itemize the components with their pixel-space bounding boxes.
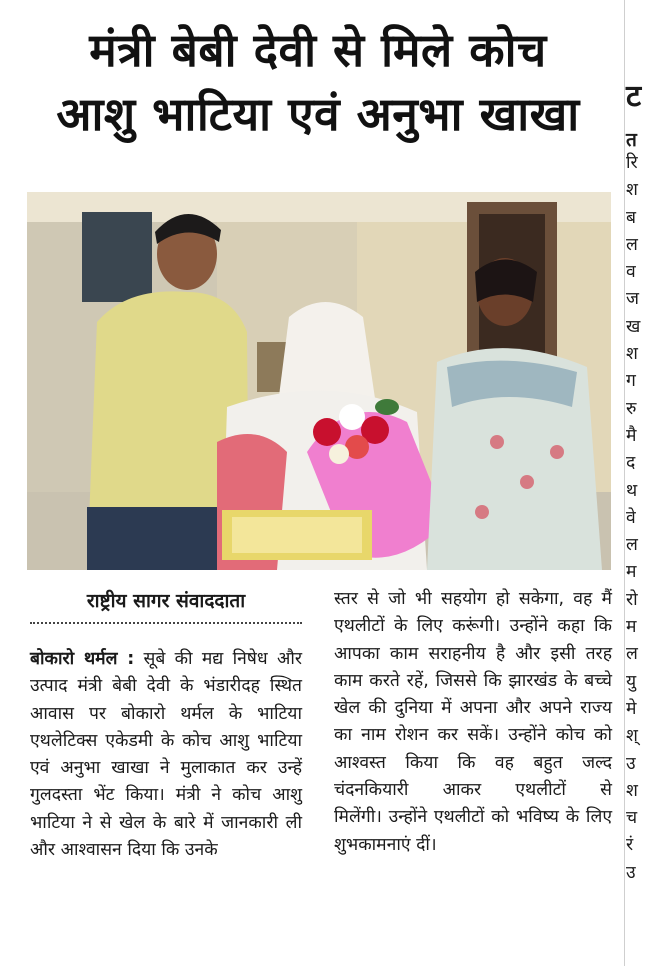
adjacent-line-fragment: ब xyxy=(626,207,636,228)
adjacent-line-fragment: रो xyxy=(626,589,638,610)
adjacent-line-fragment: रं xyxy=(626,835,634,856)
adjacent-line-fragment: ख xyxy=(626,316,641,337)
adjacent-line-fragment: मै xyxy=(626,425,637,446)
article-body-left xyxy=(30,646,302,864)
column-divider xyxy=(624,0,625,966)
adjacent-line-fragment: श xyxy=(626,344,638,365)
adjacent-line-fragment: श xyxy=(626,780,638,801)
headline-line-1: मंत्री बेबी देवी से मिले कोच xyxy=(89,23,547,77)
dateline: बोकारो थर्मल : xyxy=(30,649,135,669)
adjacent-text-fragments xyxy=(626,150,640,887)
byline: राष्ट्रीय सागर संवाददाता xyxy=(30,586,302,624)
right-body-text: स्तर से जो भी सहयोग हो सकेगा, वह मैं एथलीटों के लिए करूंगी। उन्होंने कहा कि आपका काम सराहनीय है और इसी तरह काम करते रहें, जिससे कि झारखंड के बच्चे खेल की दुनिया में अपना और अपने राज्य का नाम रोशन कर सकें। उन्होंने कोच को आश्वस्त किया कि वह बहुत जल्द चंदनकियारी आकर एथलीटों से xyxy=(334,589,612,801)
adjacent-line-fragment: म xyxy=(626,562,637,583)
adjacent-dateline-fragment: त xyxy=(626,129,637,151)
adjacent-line-fragment: म xyxy=(626,617,637,638)
adjacent-line-fragment: उ xyxy=(626,753,636,774)
adjacent-line-fragment: श xyxy=(626,180,638,201)
adjacent-line-fragment: मे xyxy=(626,698,637,719)
right-body-end: मिलेंगी। उन्होंने एथलीटों को भविष्य के लिए शुभकामनाएं दीं। xyxy=(334,807,612,855)
adjacent-line-fragment: ल xyxy=(626,644,638,665)
adjacent-line-fragment: ल xyxy=(626,234,638,255)
adjacent-line-fragment: थ xyxy=(626,480,638,501)
headline xyxy=(18,18,618,146)
adjacent-line-fragment: ज xyxy=(626,289,639,310)
adjacent-line-fragment: रि xyxy=(626,153,638,173)
article-body-right xyxy=(334,586,612,859)
adjacent-headline-fragment: ट xyxy=(626,79,642,114)
adjacent-line-fragment: च xyxy=(626,808,638,829)
adjacent-line-fragment: रु xyxy=(626,398,637,419)
adjacent-article-column xyxy=(624,0,652,966)
adjacent-line-fragment: उ xyxy=(626,862,636,883)
headline-line-2: आशु भाटिया एवं अनुभा खाखा xyxy=(56,87,580,141)
article-paragraph xyxy=(30,646,302,864)
adjacent-line-fragment: द xyxy=(626,453,636,474)
adjacent-line-fragment: यु xyxy=(626,671,637,692)
news-photo xyxy=(27,192,611,570)
adjacent-line-fragment: ग xyxy=(626,371,636,392)
left-body-text: सूबे की मद्य निषेध और उत्पाद मंत्री बेबी देवी के भंडारीदह स्थित आवास पर बोकारो थर्मल के भाटिया एथलेटिक्स एकेडमी के कोच आशु भाटिया एवं अनुभा खाखा ने मुलाकात कर उन्हें गुलदस्ता भेंट किया। मंत्री ने कोच आशु भाटिया ने से खेल के बारे में जानकारी ली और आश्वासन दिया कि उनके xyxy=(30,649,302,861)
adjacent-line-fragment: श् xyxy=(626,726,638,747)
adjacent-line-fragment: ल xyxy=(626,535,638,556)
adjacent-line-fragment: व xyxy=(626,262,636,283)
adjacent-line-fragment: वे xyxy=(626,507,636,528)
photo-illustration xyxy=(27,192,611,570)
